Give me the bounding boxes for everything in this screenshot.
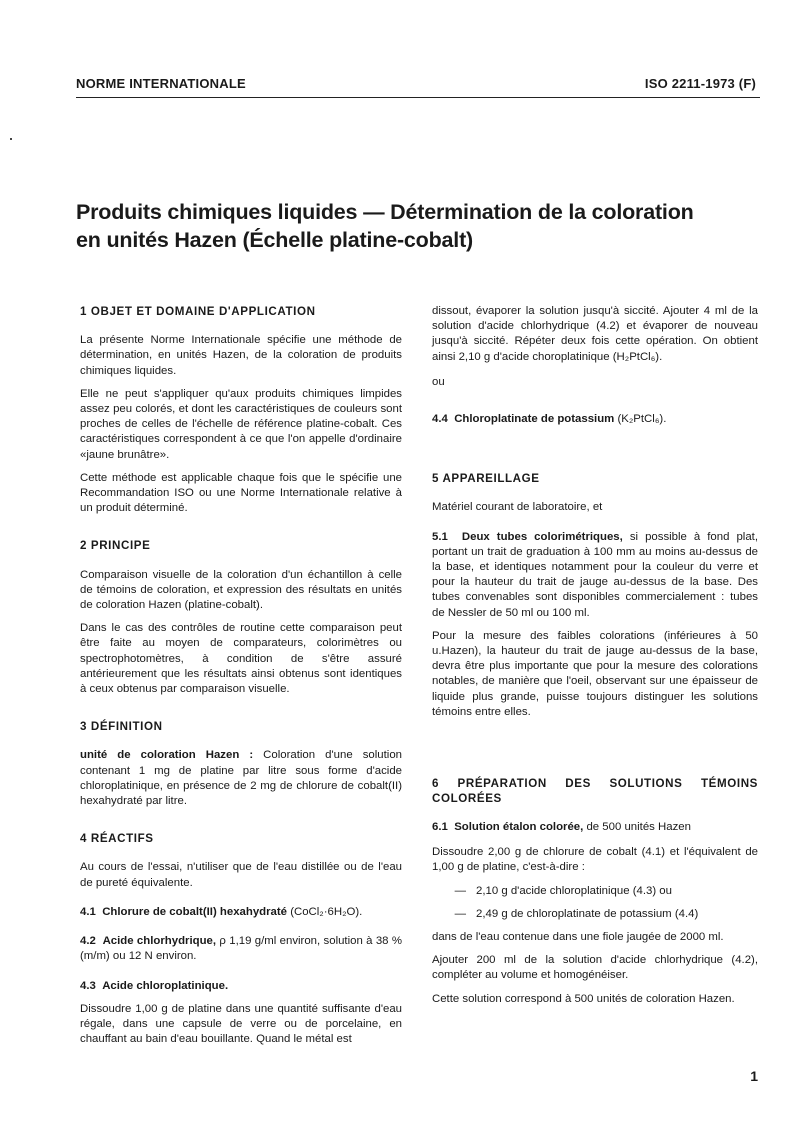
item-4-2-number: 4.2 <box>80 935 96 948</box>
header-rule <box>76 97 760 98</box>
item-4-2 <box>80 934 402 964</box>
header-left: NORME INTERNATIONALE <box>76 76 246 91</box>
section-1-para-1: La présente Norme Internationale spécifie une méthode de détermination, en unités Hazen, de la coloration de produits chimiques liquides. <box>80 334 402 377</box>
or-word: ou <box>432 375 445 388</box>
item-4-3-number: 4.3 <box>80 979 96 992</box>
item-4-4 <box>432 412 758 427</box>
item-5-1-number: 5.1 <box>432 530 448 543</box>
definition-text: Coloration d'une solution contenant 1 mg de platine par litre sous forme d'acide chloroplatinique, en présence de 2 mg de chlorure de cobalt(II) hexahydraté par litre. <box>80 749 402 808</box>
section-6-title: 6 PRÉPARATION DES SOLUTIONS TÉMOINS COLORÉES <box>432 777 758 806</box>
item-6-1-para-1: Dissoudre 2,00 g de chlorure de cobalt (4.1) et l'équivalent de 1,00 g de platine, c'est-à-dire : <box>432 846 758 874</box>
title-line-1: Produits chimiques liquides — Détermination de la coloration <box>76 200 694 224</box>
continued-paragraph: dissout, évaporer la solution jusqu'à siccité. Ajouter 4 ml de la solution d'acide chlorhydrique (4.2) et évaporer de nouveau jusqu'à siccité. Répéter deux fois cette opération. On obtient ainsi 2,10 g d'acide choroplatinique (H₂PtCl₆). <box>432 305 758 363</box>
item-4-2-name: Acide chlorhydrique, <box>102 935 217 948</box>
section-4-title: 4 RÉACTIFS <box>80 832 154 846</box>
section-4-para-1: Au cours de l'essai, n'utiliser que de l'eau distillée ou de l'eau de pureté équivalente. <box>80 861 402 889</box>
section-5-para-1: Matériel courant de laboratoire, et <box>432 501 603 514</box>
item-5-1-para-2: Pour la mesure des faibles colorations (inférieures à 50 u.Hazen), la hauteur du trait de jauge au-dessus de la base, devra être plus importante que pour la mesure des colorations notables, de manière que l'oeil, observant sur une épaisseur de liquide plus grande, puisse toujours distinguer les solutions témoins entre elles. <box>432 629 758 718</box>
section-2-title: 2 PRINCIPE <box>80 539 151 553</box>
item-4-3-name: Acide chloroplatinique. <box>102 979 229 992</box>
section-5-title: 5 APPAREILLAGE <box>432 472 540 486</box>
item-4-3-text: Dissoudre 1,00 g de platine dans une quantité suffisante d'eau régale, dans une capsule de verre ou de porcelaine, en chauffant au bain d'eau bouillante. Quand le métal est <box>80 1002 402 1046</box>
page-title <box>76 198 766 254</box>
item-6-1-name: Solution étalon colorée, <box>454 821 584 834</box>
section-3-title: 3 DÉFINITION <box>80 720 163 734</box>
section-1-para-2: Elle ne peut s'appliquer qu'aux produits chimiques limpides assez peu colorés, et dont les caractéristiques de couleurs sont proches de celles de l'échelle de référence platine-cobalt. Ces caractéristiques correspondent à ce que l'on appelle d'ordinaire «jaune brunâtre». <box>80 387 402 461</box>
item-4-4-name: Chloroplatinate de potassium <box>454 413 615 426</box>
margin-mark <box>10 138 12 140</box>
item-4-1 <box>80 905 402 920</box>
section-2-para-1: Comparaison visuelle de la coloration d'un échantillon à celle de témoins de coloration, et expression des résultats en unités de coloration Hazen (platine-cobalt). <box>80 568 402 612</box>
item-6-1-number: 6.1 <box>432 821 448 834</box>
section-1-para-3: Cette méthode est applicable chaque fois que le spécifie une Recommandation ISO ou une Norme Internationale relative à un produit déterminé. <box>80 471 402 515</box>
dash-item-2-text: 2,49 g de chloroplatinate de potassium (4.4) <box>476 907 699 920</box>
item-4-2-text: ρ 1,19 g/ml environ, solution à 38 % (m/m) ou 12 N environ. <box>80 935 402 963</box>
page-number: 1 <box>750 1068 758 1084</box>
item-5-1 <box>432 530 758 621</box>
item-4-1-number: 4.1 <box>80 905 96 918</box>
item-4-3 <box>80 979 402 994</box>
section-2-para-2: Dans le cas des contrôles de routine cette comparaison peut être faite au moyen de comparateurs, colorimètres ou spectrophotomètres, à condition de s'être assuré antérieurement que les résultats ainsi obtenus sont identiques à ceux obtenus par comparaison visuelle. <box>80 622 402 696</box>
item-4-4-formula: (K₂PtCl₆). <box>617 413 667 426</box>
item-6-1-text: de 500 unités Hazen <box>583 821 691 834</box>
dash-mark: — <box>454 884 466 897</box>
item-4-4-number: 4.4 <box>432 413 448 426</box>
item-6-1-para-3: Ajouter 200 ml de la solution d'acide chlorhydrique (4.2), compléter au volume et homogénéiser. <box>432 954 758 982</box>
dash-mark: — <box>454 907 466 920</box>
definition-term: unité de coloration Hazen : <box>80 749 254 762</box>
item-6-1-para-4: Cette solution correspond à 500 unités de coloration Hazen. <box>432 992 735 1005</box>
title-line-2: en unités Hazen (Échelle platine-cobalt) <box>76 228 473 252</box>
section-3-definition <box>80 748 402 809</box>
item-5-1-name: Deux tubes colorimétriques, <box>461 530 623 543</box>
header-right: ISO 2211-1973 (F) <box>644 76 756 91</box>
section-1-title: 1 OBJET ET DOMAINE D'APPLICATION <box>80 305 316 318</box>
item-4-1-formula: (CoCl₂·6H₂O). <box>290 905 363 918</box>
dash-item-1-text: 2,10 g d'acide chloroplatinique (4.3) ou <box>476 884 672 897</box>
item-4-1-name: Chlorure de cobalt(II) hexahydraté <box>102 905 288 918</box>
dash-item-1 <box>432 884 758 899</box>
item-6-1 <box>432 820 758 835</box>
left-column <box>80 304 402 1055</box>
item-6-1-para-2: dans de l'eau contenue dans une fiole jaugée de 2000 ml. <box>432 931 724 944</box>
right-column <box>432 304 758 1015</box>
dash-item-2 <box>432 907 758 922</box>
item-5-1-text: si possible à fond plat, portant un trait de graduation à 100 mm au moins au-dessus de la base, et identiques notamment pour la couleur du verre et pour la hauteur du trait de jauge au-dessus de la base. Des tubes convenables sont disponibles commercialement : tubes de Nessler de 50 ml ou 100 ml. <box>432 530 758 619</box>
